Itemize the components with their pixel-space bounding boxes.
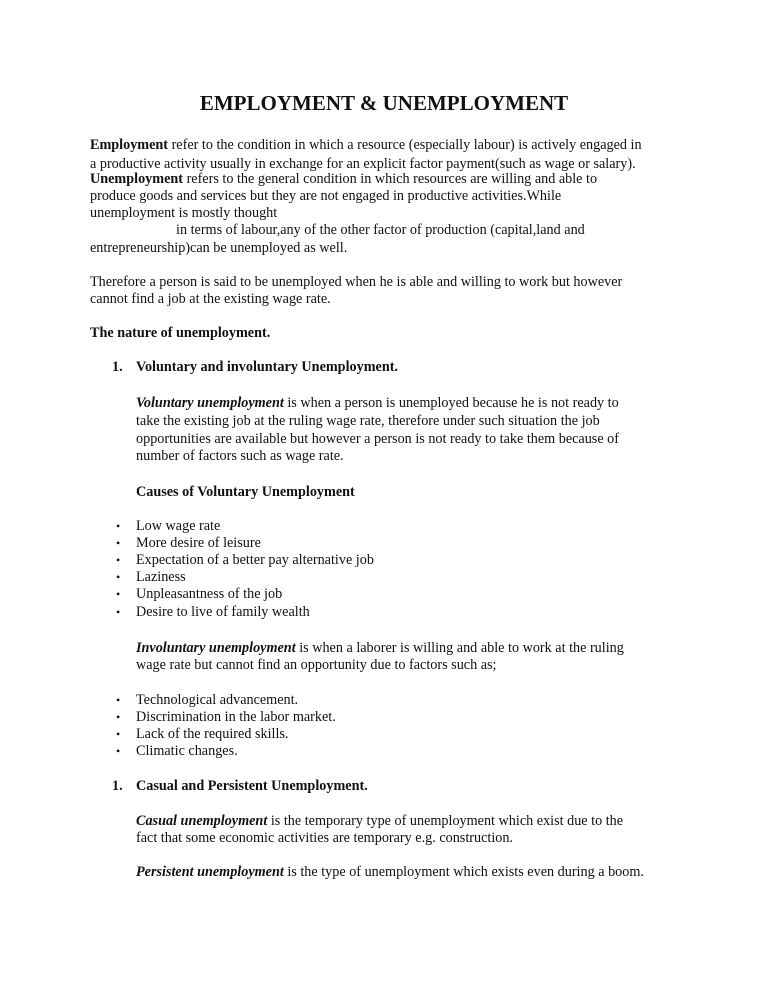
paragraph-line: entrepreneurship)can be unemployed as well. — [90, 240, 348, 256]
paragraph-line — [136, 394, 619, 412]
paragraph-line: wage rate but cannot find an opportunity due to factors such as; — [136, 657, 497, 673]
paragraph-line — [90, 170, 597, 188]
bullet-icon: • — [116, 710, 121, 724]
paragraph-line: a productive activity usually in exchange for an explicit factor payment(such as wage or salary). — [90, 156, 636, 172]
paragraph-line: in terms of labour,any of the other factor of production (capital,land and — [176, 222, 585, 238]
text: is the type of unemployment which exists even during a boom. — [283, 864, 644, 880]
bullet-icon: • — [116, 553, 121, 567]
list-item: Low wage rate — [136, 518, 221, 534]
term: Unemployment — [90, 171, 184, 187]
paragraph-line — [136, 863, 644, 881]
list-number: 1. — [112, 778, 123, 794]
paragraph-line: opportunities are available but however a person is not ready to take them because of — [136, 431, 619, 447]
list-item: Laziness — [136, 569, 186, 585]
paragraph-line: number of factors such as wage rate. — [136, 448, 344, 464]
term: Casual unemployment — [136, 813, 268, 829]
causes-heading: Causes of Voluntary Unemployment — [136, 484, 355, 500]
bullet-icon: • — [116, 587, 121, 601]
page-title: EMPLOYMENT & UNEMPLOYMENT — [199, 91, 569, 115]
subsection-heading: Casual and Persistent Unemployment. — [136, 778, 368, 794]
paragraph-line — [90, 136, 642, 154]
paragraph-line: Therefore a person is said to be unemployed when he is able and willing to work but however — [90, 274, 623, 290]
list-item: Unpleasantness of the job — [136, 586, 283, 602]
bullet-icon: • — [116, 536, 121, 550]
list-number: 1. — [112, 359, 123, 375]
paragraph-line — [136, 812, 623, 830]
list-item: Expectation of a better pay alternative job — [136, 552, 374, 568]
text: is the temporary type of unemployment which exist due to the — [267, 813, 624, 829]
term: Involuntary unemployment — [136, 640, 296, 656]
paragraph-line: cannot find a job at the existing wage rate. — [90, 291, 331, 307]
bullet-icon: • — [116, 570, 121, 584]
term: Persistent unemployment — [136, 864, 284, 880]
list-item: Discrimination in the labor market. — [136, 709, 336, 725]
text: refer to the condition in which a resource (especially labour) is actively engaged in — [168, 137, 642, 153]
paragraph-line — [136, 639, 624, 657]
list-item: Lack of the required skills. — [136, 726, 289, 742]
bullet-icon: • — [116, 727, 121, 741]
paragraph-line: unemployment is mostly thought — [90, 205, 278, 221]
subsection-heading: Voluntary and involuntary Unemployment. — [136, 359, 398, 375]
list-item: More desire of leisure — [136, 535, 261, 551]
text: refers to the general condition in which resources are willing and able to — [183, 171, 598, 187]
bullet-icon: • — [116, 605, 121, 619]
list-item: Technological advancement. — [136, 692, 299, 708]
term: Employment — [90, 137, 169, 153]
paragraph-line: take the existing job at the ruling wage rate, therefore under such situation the job — [136, 413, 600, 429]
bullet-icon: • — [116, 519, 121, 533]
list-item: Desire to live of family wealth — [136, 604, 310, 620]
text: is when a person is unemployed because he is not ready to — [283, 395, 619, 411]
section-heading: The nature of unemployment. — [90, 325, 271, 341]
term: Voluntary unemployment — [136, 395, 284, 411]
list-item: Climatic changes. — [136, 743, 238, 759]
bullet-icon: • — [116, 744, 121, 758]
paragraph-line: produce goods and services but they are not engaged in productive activities.While — [90, 188, 562, 204]
paragraph-line: fact that some economic activities are temporary e.g. construction. — [136, 830, 514, 846]
bullet-icon: • — [116, 693, 121, 707]
text: is when a laborer is willing and able to work at the ruling — [295, 640, 624, 656]
